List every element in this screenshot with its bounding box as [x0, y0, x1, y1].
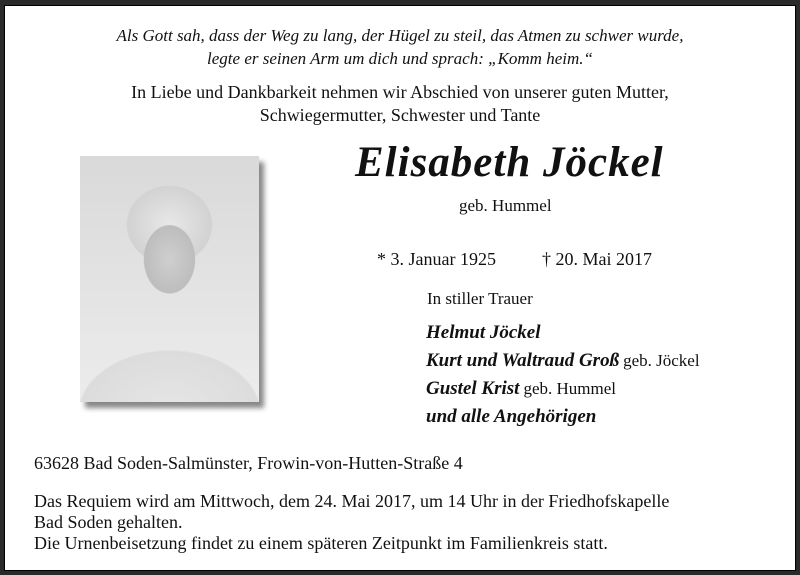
mourner-name: Gustel Krist	[426, 378, 520, 399]
deceased-name: Elisabeth Jöckel	[355, 139, 664, 186]
note-line-2: Bad Soden gehalten.	[34, 512, 183, 532]
quote-line-1: Als Gott sah, dass der Weg zu lang, der Hügel zu steil, das Atmen zu schwer wurde,	[116, 26, 684, 45]
portrait-photo	[80, 156, 259, 402]
mourner-name: und alle Angehörigen	[426, 406, 597, 427]
mourner-3	[426, 378, 616, 400]
mourner-note: geb. Jöckel	[623, 351, 700, 370]
maiden-name: geb. Hummel	[459, 196, 552, 215]
mourner-4	[426, 406, 596, 428]
death-date: † 20. Mai 2017	[542, 249, 652, 269]
mourners-heading: In stiller Trauer	[427, 289, 533, 308]
obituary-notice	[4, 5, 796, 571]
intro-line-2: Schwiegermutter, Schwester und Tante	[259, 105, 541, 125]
mourner-1	[426, 322, 541, 344]
note-line-3: Die Urnenbeisetzung findet zu einem späteren Zeitpunkt im Familienkreis statt.	[34, 533, 608, 553]
note-line-1: Das Requiem wird am Mittwoch, dem 24. Mai 2017, um 14 Uhr in der Friedhofskapelle	[34, 491, 670, 511]
mourner-2	[426, 350, 700, 372]
mourner-note: geb. Hummel	[523, 379, 616, 398]
quote-line-2: legte er seinen Arm um dich und sprach: „Komm heim.“	[207, 49, 593, 68]
address: 63628 Bad Soden-Salmünster, Frowin-von-Hutten-Straße 4	[34, 453, 463, 473]
mourner-name: Helmut Jöckel	[426, 322, 541, 343]
intro-line-1: In Liebe und Dankbarkeit nehmen wir Abschied von unserer guten Mutter,	[131, 82, 669, 102]
birth-date: * 3. Januar 1925	[377, 249, 496, 269]
mourner-name: Kurt und Waltraud Groß	[426, 350, 620, 371]
